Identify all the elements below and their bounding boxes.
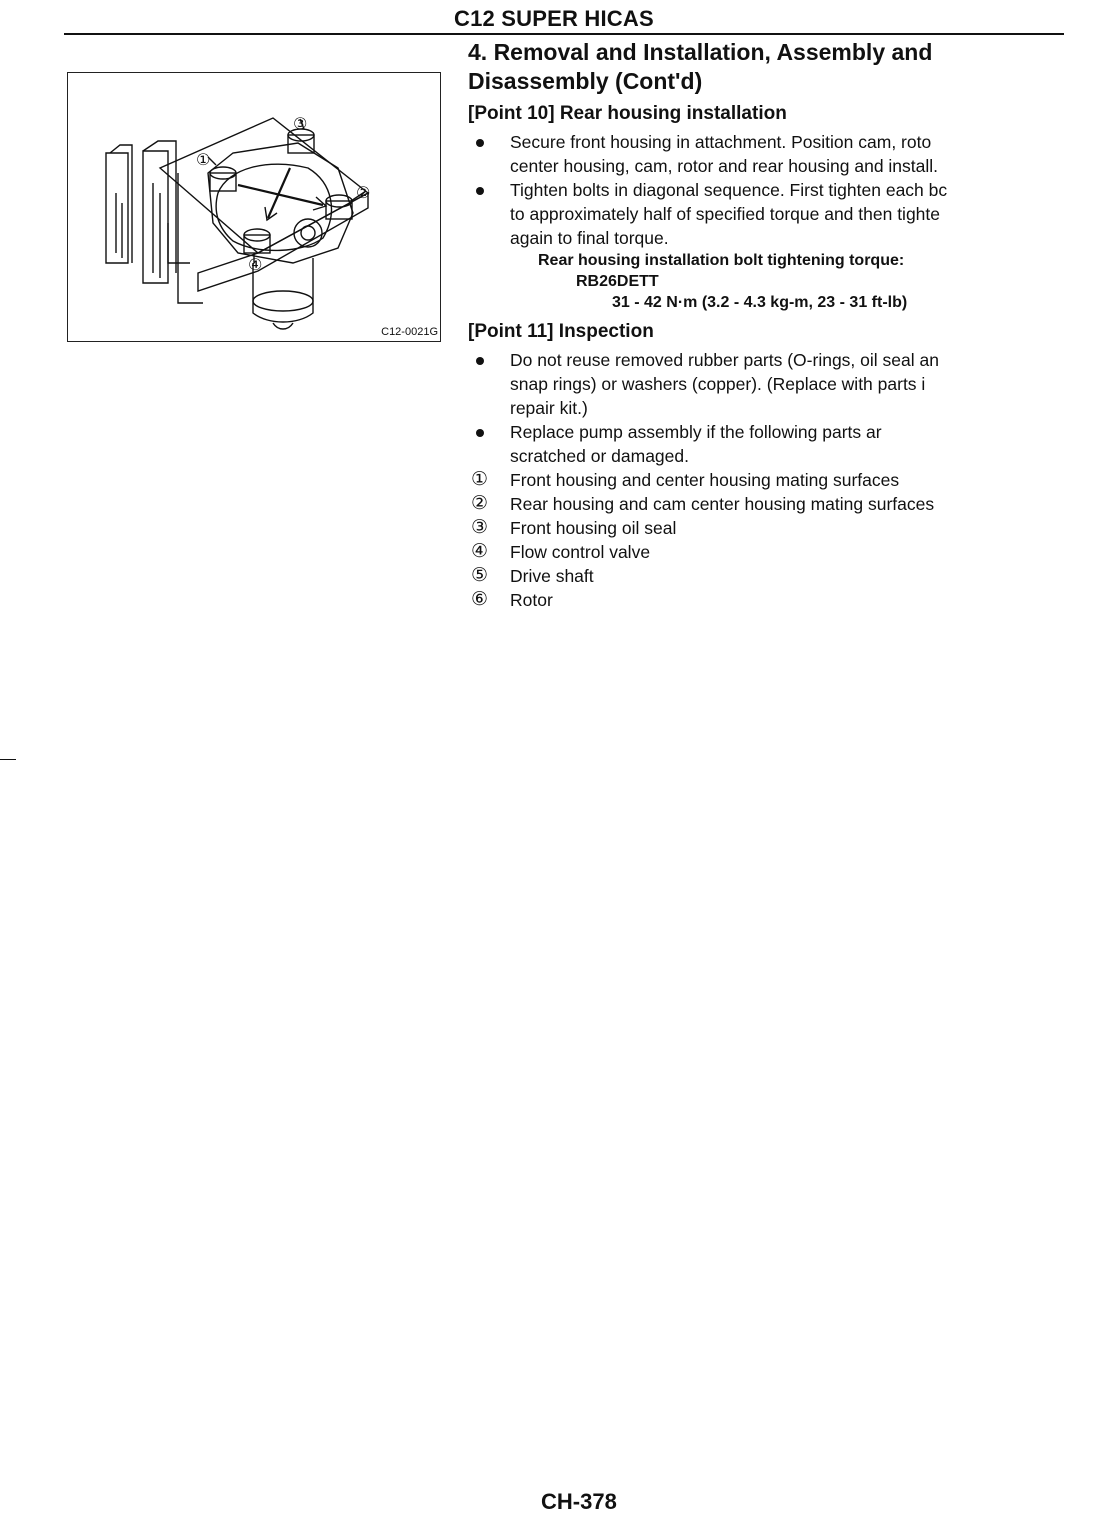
point10-bullet-2 bbox=[468, 178, 1068, 250]
item-number: ③ bbox=[471, 517, 489, 538]
callout-1-label: ① bbox=[196, 150, 211, 169]
bullet-line: Secure front housing in attachment. Position cam, roto bbox=[510, 132, 932, 152]
item-text: Flow control valve bbox=[510, 542, 651, 562]
item-number: ⑤ bbox=[471, 565, 489, 586]
item-text: Rear housing and cam center housing mating surfaces bbox=[510, 494, 935, 514]
bullet-line: Tighten bolts in diagonal sequence. First tighten each bc bbox=[510, 180, 948, 200]
header-rule bbox=[64, 33, 1064, 35]
bullet-line: repair kit.) bbox=[510, 398, 588, 418]
point10-heading: [Point 10] Rear housing installation bbox=[468, 103, 787, 124]
page-number: CH-378 bbox=[541, 1489, 617, 1514]
item-number: ① bbox=[471, 469, 489, 490]
edge-mark bbox=[0, 759, 16, 760]
inspection-item bbox=[468, 540, 1068, 564]
bullet-icon bbox=[476, 139, 484, 147]
point11-heading: [Point 11] Inspection bbox=[468, 321, 654, 342]
bullet-line: center housing, cam, rotor and rear housing and install. bbox=[510, 156, 939, 176]
torque-spec-value: 31 - 42 N·m (3.2 - 4.3 kg-m, 23 - 31 ft-lb) bbox=[612, 294, 908, 311]
item-number: ⑥ bbox=[471, 589, 489, 610]
torque-spec-engine: RB26DETT bbox=[576, 273, 659, 290]
pump-illustration bbox=[68, 73, 440, 341]
point10-bullet-1 bbox=[468, 130, 1068, 178]
inspection-item bbox=[468, 588, 1068, 612]
point11-bullet-1 bbox=[468, 348, 1068, 420]
item-text: Drive shaft bbox=[510, 566, 594, 586]
torque-spec-title: Rear housing installation bolt tightening torque: bbox=[538, 252, 905, 269]
item-text: Rotor bbox=[510, 590, 553, 610]
bullet-line: scratched or damaged. bbox=[510, 446, 689, 466]
section-heading-line1: 4. Removal and Installation, Assembly and bbox=[468, 39, 933, 65]
pump-illustration-figure bbox=[67, 72, 441, 342]
section-heading-line2: Disassembly (Cont'd) bbox=[468, 68, 703, 94]
item-number: ② bbox=[471, 493, 489, 514]
bullet-line: snap rings) or washers (copper). (Replace with parts i bbox=[510, 374, 926, 394]
bullet-line: to approximately half of specified torque and then tighte bbox=[510, 204, 940, 224]
inspection-item bbox=[468, 564, 1068, 588]
callout-4-label: ④ bbox=[248, 255, 263, 274]
section-heading bbox=[468, 38, 1068, 96]
figure-code: C12-0021G bbox=[381, 326, 438, 338]
page-header-title: C12 SUPER HICAS bbox=[454, 6, 654, 31]
bullet-line: Replace pump assembly if the following parts ar bbox=[510, 422, 882, 442]
callout-3-label: ③ bbox=[293, 114, 308, 133]
point11-bullet-2 bbox=[468, 420, 1068, 468]
item-text: Front housing and center housing mating surfaces bbox=[510, 470, 900, 490]
bullet-icon bbox=[476, 357, 484, 365]
inspection-item bbox=[468, 516, 1068, 540]
bullet-line: again to final torque. bbox=[510, 228, 669, 248]
bullet-icon bbox=[476, 187, 484, 195]
inspection-item bbox=[468, 492, 1068, 516]
callout-2-label: ② bbox=[356, 183, 371, 202]
bullet-icon bbox=[476, 429, 484, 437]
item-number: ④ bbox=[471, 541, 489, 562]
item-text: Front housing oil seal bbox=[510, 518, 677, 538]
inspection-item bbox=[468, 468, 1068, 492]
bullet-line: Do not reuse removed rubber parts (O-rings, oil seal an bbox=[510, 350, 939, 370]
content-column bbox=[468, 38, 1068, 612]
